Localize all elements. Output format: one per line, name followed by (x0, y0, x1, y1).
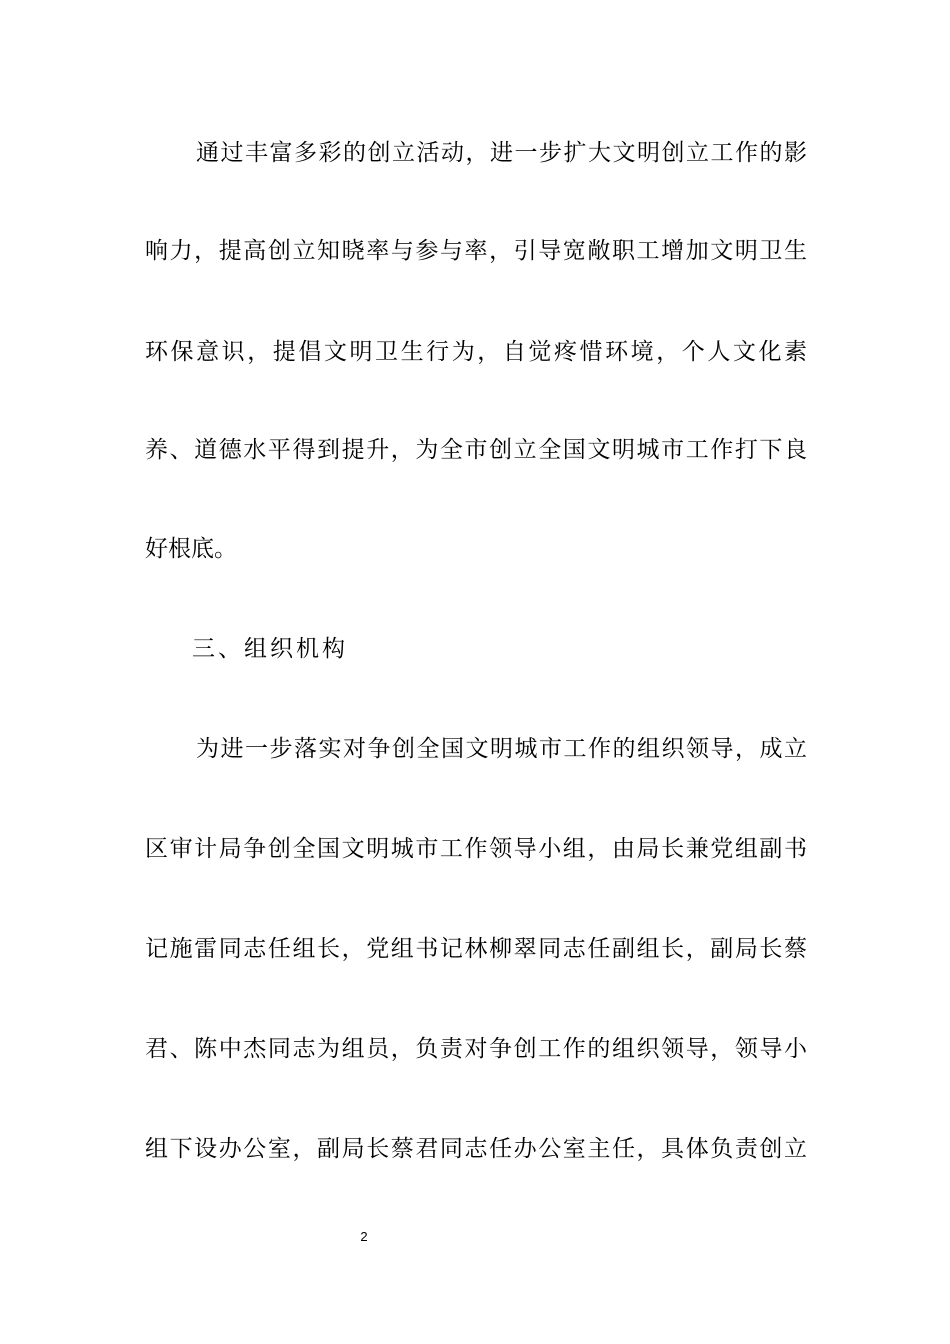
paragraph-1-line-4: 养、道德水平得到提升，为全市创立全国文明城市工作打下良 (145, 437, 807, 463)
paragraph-2-line-4: 君、陈中杰同志为组员，负责对争创工作的组织领导，领导小 (145, 1036, 807, 1062)
paragraph-1-line-2: 响力，提高创立知晓率与参与率，引导宽敞职工增加文明卫生 (145, 238, 807, 264)
paragraph-2-line-2: 区审计局争创全国文明城市工作领导小组，由局长兼党组副书 (145, 836, 807, 862)
paragraph-2-line-1: 为进一步落实对争创全国文明城市工作的组织领导，成立 (196, 736, 807, 762)
paragraph-1-line-3: 环保意识，提倡文明卫生行为，自觉疼惜环境，个人文化素 (145, 339, 807, 365)
paragraph-2-line-3: 记施雷同志任组长，党组书记林柳翠同志任副组长，副局长蔡 (145, 936, 807, 962)
paragraph-2-line-5: 组下设办公室，副局长蔡君同志任办公室主任，具体负责创立 (145, 1136, 807, 1162)
section-heading: 三、组织机构 (192, 636, 348, 662)
paragraph-1-line-5: 好根底。 (145, 536, 237, 562)
page-number: 2 (360, 1229, 368, 1244)
paragraph-1-line-1: 通过丰富多彩的创立活动，进一步扩大文明创立工作的影 (196, 140, 807, 166)
